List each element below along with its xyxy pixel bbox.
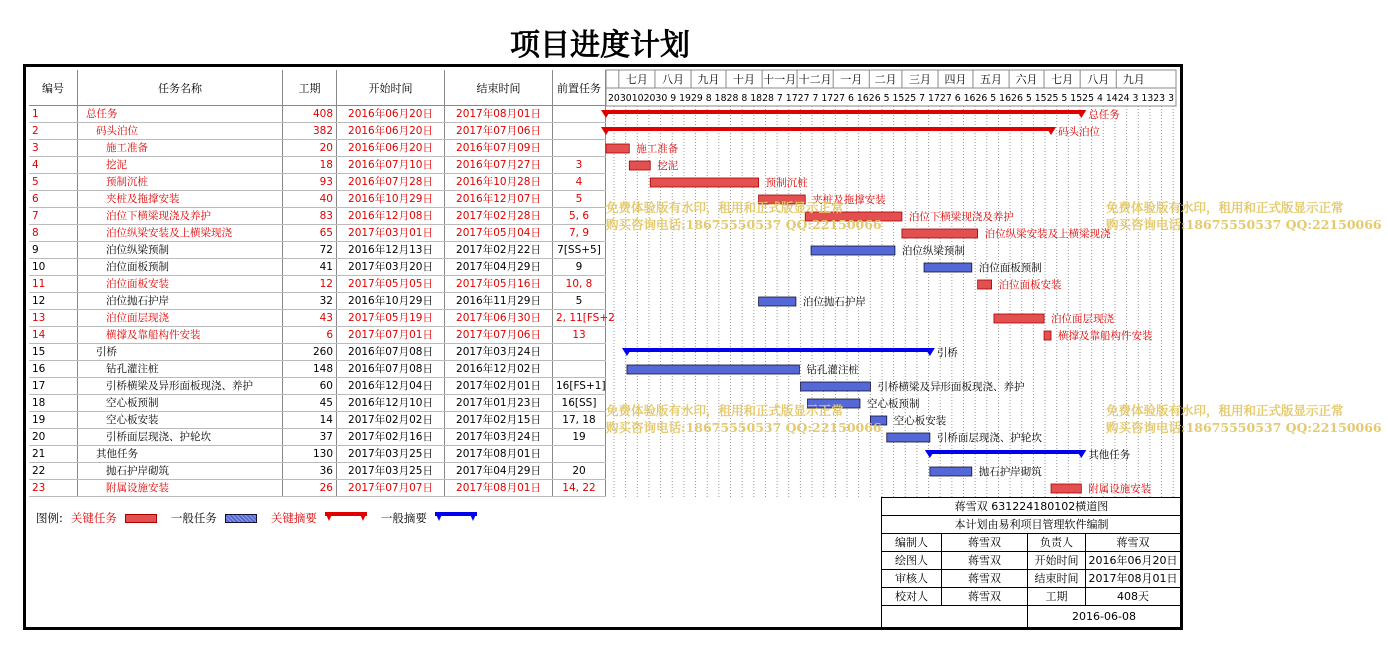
- table-row[interactable]: [29, 395, 606, 412]
- cell-name: 钻孔灌注桩: [78, 361, 283, 377]
- cell-pred: 9: [553, 259, 606, 275]
- cell-name: 泊位面层现浇: [78, 310, 283, 326]
- cell-id: 12: [29, 293, 78, 309]
- cell-name: 施工准备: [78, 140, 283, 156]
- cell-end: 2016年07月09日: [445, 140, 553, 156]
- table-row[interactable]: [29, 446, 606, 463]
- legend-normal-summary-swatch: [435, 512, 477, 524]
- table-row[interactable]: [29, 412, 606, 429]
- cell-start: 2017年03月20日: [337, 259, 445, 275]
- cell-end: 2016年11月29日: [445, 293, 553, 309]
- bar-label: 泊位纵梁安装及上横梁现浇: [984, 228, 1111, 240]
- bar-label: 附属设施安装: [1088, 483, 1152, 495]
- table-row[interactable]: [29, 327, 606, 344]
- cell-name: 泊位下横梁现浇及养护: [78, 208, 283, 224]
- cell-end: 2017年02月15日: [445, 412, 553, 428]
- month-label: 九月: [697, 73, 720, 86]
- cell-end: 2017年07月06日: [445, 123, 553, 139]
- table-row[interactable]: [29, 106, 606, 123]
- cell-id: 8: [29, 225, 78, 241]
- cell-id: 10: [29, 259, 78, 275]
- legend-critical-summary-swatch: [325, 512, 367, 524]
- info-footer: [882, 606, 1181, 628]
- task-bar: [930, 467, 972, 476]
- month-label: 二月: [874, 73, 897, 86]
- task-bar: [629, 161, 650, 170]
- cell-start: 2016年07月10日: [337, 157, 445, 173]
- cell-name: 其他任务: [78, 446, 283, 462]
- cell-start: 2017年05月19日: [337, 310, 445, 326]
- cell-id: 22: [29, 463, 78, 479]
- info-cell: 蒋雪双: [942, 552, 1028, 570]
- cell-name: 引桥: [78, 344, 283, 360]
- task-bar: [759, 297, 796, 306]
- month-label: 九月: [1122, 73, 1145, 86]
- watermark-text: 购买咨询电话:18675550537 QQ:22150066: [1106, 420, 1382, 435]
- cell-id: 20: [29, 429, 78, 445]
- cell-end: 2016年12月02日: [445, 361, 553, 377]
- info-subheader: 本计划由易利项目管理软件编制: [882, 516, 1181, 534]
- bar-label: 其他任务: [1088, 449, 1131, 461]
- info-header: 蒋雪双 631224180102横道图: [882, 498, 1181, 516]
- cell-pred: 16[SS]: [553, 395, 606, 411]
- cell-dur: 32: [283, 293, 337, 309]
- cell-dur: 26: [283, 480, 337, 496]
- cell-end: 2017年05月16日: [445, 276, 553, 292]
- month-label: 三月: [908, 73, 931, 86]
- cell-pred: [553, 446, 606, 462]
- task-bar: [994, 314, 1044, 323]
- table-row[interactable]: [29, 208, 606, 225]
- bar-label: 总任务: [1088, 109, 1120, 121]
- cell-id: 2: [29, 123, 78, 139]
- cell-pred: 4: [553, 174, 606, 190]
- cell-pred: 10, 8: [553, 276, 606, 292]
- cell-id: 18: [29, 395, 78, 411]
- cell-name: 空心板安装: [78, 412, 283, 428]
- legend-normal-task-label: 一般任务: [170, 511, 217, 525]
- cell-end: 2017年08月01日: [445, 480, 553, 496]
- cell-id: 17: [29, 378, 78, 394]
- bar-label: 泊位面层现浇: [1051, 313, 1115, 325]
- cell-pred: 17, 18: [553, 412, 606, 428]
- bar-label: 预制沉桩: [765, 177, 808, 189]
- cell-name: 泊位纵梁安装及上横梁现浇: [78, 225, 283, 241]
- cell-pred: [553, 123, 606, 139]
- cell-end: 2017年07月06日: [445, 327, 553, 343]
- cell-start: 2017年03月25日: [337, 463, 445, 479]
- bar-label: 空心板预制: [866, 398, 920, 410]
- cell-name: 引桥横梁及异形面板现浇、养护: [78, 378, 283, 394]
- col-header-duration[interactable]: 工期: [283, 70, 337, 105]
- table-row[interactable]: [29, 276, 606, 293]
- month-label: 七月: [1051, 73, 1074, 86]
- cell-dur: 83: [283, 208, 337, 224]
- cell-pred: 3: [553, 157, 606, 173]
- cell-pred: 7[SS+5]: [553, 242, 606, 258]
- task-bar: [811, 246, 895, 255]
- cell-end: 2017年05月04日: [445, 225, 553, 241]
- info-date: 2016-06-08: [1028, 606, 1181, 628]
- info-cell: 绘图人: [882, 552, 942, 570]
- cell-name: 泊位面板预制: [78, 259, 283, 275]
- cell-name: 挖泥: [78, 157, 283, 173]
- task-bar: [1044, 331, 1051, 340]
- table-row[interactable]: [29, 361, 606, 378]
- watermark-text: 购买咨询电话:18675550537 QQ:22150066: [606, 420, 882, 435]
- cell-pred: 16[FS+1]: [553, 378, 606, 394]
- cell-start: 2016年07月08日: [337, 361, 445, 377]
- bar-label: 泊位纵梁预制: [901, 245, 965, 257]
- cell-pred: [553, 106, 606, 122]
- cell-end: 2017年03月24日: [445, 344, 553, 360]
- table-row[interactable]: [29, 242, 606, 259]
- table-row[interactable]: [29, 463, 606, 480]
- cell-pred: 7, 9: [553, 225, 606, 241]
- cell-id: 23: [29, 480, 78, 496]
- cell-dur: 45: [283, 395, 337, 411]
- legend-critical-task-swatch: [125, 514, 157, 523]
- info-cell: 开始时间: [1028, 552, 1086, 570]
- table-row[interactable]: [29, 310, 615, 327]
- cell-id: 16: [29, 361, 78, 377]
- col-header-end[interactable]: 结束时间: [445, 70, 553, 105]
- bar-label: 抛石护岸砌筑: [978, 466, 1042, 478]
- task-bar: [801, 382, 871, 391]
- cell-id: 13: [29, 310, 78, 326]
- info-cell: 审核人: [882, 570, 942, 588]
- cell-dur: 60: [283, 378, 337, 394]
- cell-dur: 382: [283, 123, 337, 139]
- gantt-frame: [23, 64, 1382, 630]
- table-row[interactable]: [29, 429, 606, 446]
- cell-dur: 148: [283, 361, 337, 377]
- info-cell: 2016年06月20日: [1086, 552, 1181, 570]
- cell-pred: 14, 22: [553, 480, 606, 496]
- summary-bar: [930, 450, 1081, 454]
- cell-start: 2017年03月01日: [337, 225, 445, 241]
- info-cell: 2017年08月01日: [1086, 570, 1181, 588]
- month-label: 一月: [840, 73, 863, 86]
- cell-dur: 130: [283, 446, 337, 462]
- cell-dur: 12: [283, 276, 337, 292]
- cell-start: 2017年02月16日: [337, 429, 445, 445]
- cell-dur: 40: [283, 191, 337, 207]
- cell-id: 15: [29, 344, 78, 360]
- table-row[interactable]: [29, 293, 606, 310]
- task-bar: [650, 178, 758, 187]
- cell-start: 2016年12月10日: [337, 395, 445, 411]
- table-row[interactable]: [29, 344, 606, 361]
- info-cell: 蒋雪双: [942, 534, 1028, 552]
- cell-pred: [553, 361, 606, 377]
- cell-id: 6: [29, 191, 78, 207]
- cell-start: 2016年10月29日: [337, 293, 445, 309]
- bar-label: 施工准备: [636, 143, 679, 155]
- table-row[interactable]: [29, 480, 606, 497]
- info-cell: 结束时间: [1028, 570, 1086, 588]
- watermark-4: [1106, 402, 1382, 436]
- month-label: 五月: [980, 73, 1003, 86]
- legend-critical-task-label: 关键任务: [70, 511, 117, 525]
- task-bar: [627, 365, 799, 374]
- legend-label: 图例:: [36, 511, 63, 525]
- month-label: 四月: [944, 73, 967, 86]
- table-row[interactable]: [29, 157, 606, 174]
- table-header: [29, 70, 606, 106]
- summary-bar: [627, 348, 930, 352]
- cell-pred: 5: [553, 293, 606, 309]
- bar-label: 引桥面层现浇、护轮坎: [936, 432, 1042, 444]
- table-row[interactable]: [29, 225, 606, 242]
- bar-label: 钻孔灌注桩: [806, 364, 859, 376]
- cell-start: 2017年03月25日: [337, 446, 445, 462]
- cell-start: 2016年06月20日: [337, 106, 445, 122]
- cell-name: 预制沉桩: [78, 174, 283, 190]
- cell-start: 2016年10月29日: [337, 191, 445, 207]
- cell-name: 泊位抛石护岸: [78, 293, 283, 309]
- info-cell: 蒋雪双: [942, 570, 1028, 588]
- cell-id: 21: [29, 446, 78, 462]
- cell-dur: 260: [283, 344, 337, 360]
- info-cell: 408天: [1086, 588, 1181, 606]
- cell-dur: 14: [283, 412, 337, 428]
- table-row[interactable]: [29, 174, 606, 191]
- cell-name: 抛石护岸砌筑: [78, 463, 283, 479]
- cell-end: 2016年12月07日: [445, 191, 553, 207]
- bar-label: 夹桩及拖撑安装: [812, 194, 886, 206]
- cell-name: 泊位面板安装: [78, 276, 283, 292]
- cell-dur: 18: [283, 157, 337, 173]
- month-label: 八月: [661, 73, 684, 86]
- cell-dur: 65: [283, 225, 337, 241]
- cell-dur: 93: [283, 174, 337, 190]
- month-label: 十月: [733, 73, 756, 86]
- legend-critical-summary-label: 关键摘要: [270, 511, 317, 525]
- summary-bar: [606, 127, 1051, 131]
- cell-start: 2016年07月08日: [337, 344, 445, 360]
- cell-id: 7: [29, 208, 78, 224]
- legend-normal-summary-label: 一般摘要: [380, 511, 427, 525]
- col-header-start[interactable]: 开始时间: [337, 70, 445, 105]
- cell-end: 2016年10月28日: [445, 174, 553, 190]
- bar-label: 泊位抛石护岸: [802, 296, 866, 308]
- cell-end: 2017年03月24日: [445, 429, 553, 445]
- cell-pred: 2, 11[FS+2: [553, 310, 606, 326]
- col-header-name[interactable]: 任务名称: [78, 70, 283, 105]
- table-row[interactable]: [29, 378, 606, 395]
- watermark-text: 免费体验版有水印，租用和正式版显示正常: [606, 403, 844, 418]
- cell-start: 2017年07月07日: [337, 480, 445, 496]
- cell-start: 2016年06月20日: [337, 140, 445, 156]
- watermark-text: 免费体验版有水印，租用和正式版显示正常: [1106, 200, 1344, 215]
- cell-pred: 5, 6: [553, 208, 606, 224]
- cell-start: 2016年12月08日: [337, 208, 445, 224]
- cell-end: 2017年02月22日: [445, 242, 553, 258]
- cell-name: 引桥面层现浇、护轮坎: [78, 429, 283, 445]
- cell-name: 泊位纵梁预制: [78, 242, 283, 258]
- task-bar: [978, 280, 992, 289]
- bar-label: 挖泥: [657, 160, 679, 172]
- cell-id: 5: [29, 174, 78, 190]
- cell-pred: 13: [553, 327, 606, 343]
- info-cell: 蒋雪双: [1086, 534, 1181, 552]
- table-row[interactable]: [29, 140, 606, 157]
- info-grid: [882, 534, 1181, 606]
- month-label: 十一月: [763, 73, 797, 86]
- legend-normal-task-swatch: [225, 514, 257, 523]
- cell-start: 2016年12月04日: [337, 378, 445, 394]
- cell-start: 2017年05月05日: [337, 276, 445, 292]
- cell-dur: 43: [283, 310, 337, 326]
- cell-id: 4: [29, 157, 78, 173]
- summary-bar: [606, 110, 1081, 114]
- cell-dur: 37: [283, 429, 337, 445]
- cell-end: 2016年07月27日: [445, 157, 553, 173]
- cell-name: 附属设施安装: [78, 480, 283, 496]
- task-bar: [606, 144, 629, 153]
- table-row[interactable]: [29, 123, 606, 140]
- cell-start: 2016年12月13日: [337, 242, 445, 258]
- cell-dur: 20: [283, 140, 337, 156]
- month-label: 六月: [1015, 73, 1038, 86]
- day-labels: 2030102030 9 1929 8 1828 8 1828 7 1727 7 1727 6 1626 5 1525 7 1727 6 1626 5 1626 5 1525 5 1525 4 1424 3 1323 3: [608, 93, 1174, 104]
- watermark-2: [1106, 199, 1382, 233]
- cell-name: 空心板预制: [78, 395, 283, 411]
- cell-start: 2016年06月20日: [337, 123, 445, 139]
- info-box: [881, 497, 1181, 627]
- cell-end: 2017年04月29日: [445, 259, 553, 275]
- month-label: 七月: [625, 73, 648, 86]
- watermark-text: 免费体验版有水印，租用和正式版显示正常: [1106, 403, 1344, 418]
- table-body: [29, 106, 615, 497]
- cell-dur: 408: [283, 106, 337, 122]
- info-cell: 编制人: [882, 534, 942, 552]
- cell-id: 19: [29, 412, 78, 428]
- cell-name: 夹桩及拖撑安装: [78, 191, 283, 207]
- bar-label: 横撑及靠船构件安装: [1058, 330, 1153, 342]
- cell-pred: [553, 140, 606, 156]
- cell-id: 14: [29, 327, 78, 343]
- cell-end: 2017年02月28日: [445, 208, 553, 224]
- cell-dur: 6: [283, 327, 337, 343]
- bar-label: 泊位面板安装: [998, 279, 1062, 291]
- bar-label: 泊位下横梁现浇及养护: [908, 211, 1014, 223]
- task-table: [29, 70, 615, 497]
- month-label: 八月: [1087, 73, 1110, 86]
- task-bar: [902, 229, 978, 238]
- task-bar: [924, 263, 972, 272]
- cell-start: 2016年07月28日: [337, 174, 445, 190]
- bar-label: 空心板安装: [893, 415, 947, 427]
- cell-dur: 36: [283, 463, 337, 479]
- cell-pred: [553, 344, 606, 360]
- task-bar: [887, 433, 930, 442]
- watermark-text: 购买咨询电话:18675550537 QQ:22150066: [1106, 217, 1382, 232]
- info-cell: 蒋雪双: [942, 588, 1028, 606]
- cell-dur: 72: [283, 242, 337, 258]
- watermark-text: 购买咨询电话:18675550537 QQ:22150066: [606, 217, 882, 232]
- watermark-1: [606, 199, 882, 233]
- info-cell: 校对人: [882, 588, 942, 606]
- cell-end: 2017年02月01日: [445, 378, 553, 394]
- info-footer-blank: [882, 606, 1028, 628]
- cell-name: 码头泊位: [78, 123, 283, 139]
- cell-end: 2017年08月01日: [445, 446, 553, 462]
- cell-start: 2017年07月01日: [337, 327, 445, 343]
- info-cell: 工期: [1028, 588, 1086, 606]
- cell-id: 9: [29, 242, 78, 258]
- task-bar: [1051, 484, 1081, 493]
- col-header-id[interactable]: 编号: [29, 70, 78, 105]
- cell-pred: 19: [553, 429, 606, 445]
- cell-id: 3: [29, 140, 78, 156]
- cell-id: 1: [29, 106, 78, 122]
- cell-pred: 5: [553, 191, 606, 207]
- table-row[interactable]: [29, 191, 606, 208]
- watermark-3: [606, 402, 882, 436]
- table-row[interactable]: [29, 259, 606, 276]
- cell-end: 2017年04月29日: [445, 463, 553, 479]
- bar-label: 引桥: [936, 347, 958, 359]
- col-header-predecessor[interactable]: 前置任务: [553, 70, 606, 105]
- cell-end: 2017年01月23日: [445, 395, 553, 411]
- info-cell: 负责人: [1028, 534, 1086, 552]
- bar-label: 引桥横梁及异形面板现浇、养护: [877, 381, 1025, 393]
- cell-end: 2017年06月30日: [445, 310, 553, 326]
- cell-name: 总任务: [78, 106, 283, 122]
- bar-label: 泊位面板预制: [978, 262, 1042, 274]
- cell-id: 11: [29, 276, 78, 292]
- month-label: 十二月: [798, 73, 832, 86]
- cell-start: 2017年02月02日: [337, 412, 445, 428]
- cell-pred: 20: [553, 463, 606, 479]
- cell-name: 横撑及靠船构件安装: [78, 327, 283, 343]
- watermark-text: 免费体验版有水印，租用和正式版显示正常: [606, 200, 844, 215]
- cell-dur: 41: [283, 259, 337, 275]
- page-title: 项目进度计划: [510, 28, 690, 63]
- bar-label: 码头泊位: [1058, 126, 1101, 138]
- cell-end: 2017年08月01日: [445, 106, 553, 122]
- legend: [36, 510, 491, 526]
